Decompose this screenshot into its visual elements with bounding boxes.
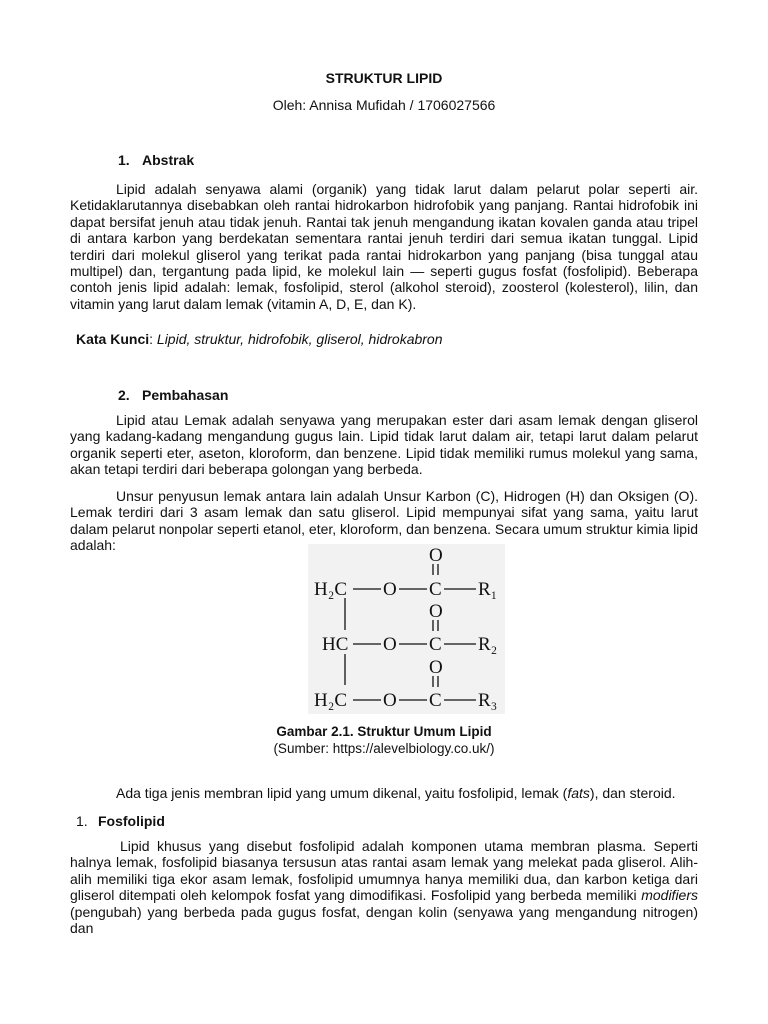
row-1-left-group: H₂C (314, 579, 348, 600)
subsection-heading-fosfolipid (76, 813, 165, 829)
section-number: 2. (118, 387, 130, 403)
subsection-number: 1. (76, 813, 88, 829)
types-intro: Ada tiga jenis membran lipid yang umum dikenal, yaitu fosfolipid, lemak (fats), dan steroid. (116, 785, 676, 801)
row-3-r-group: R₃ (478, 690, 498, 711)
section-number: 1. (118, 152, 130, 168)
row-1-ester-oxygen: O (383, 579, 397, 600)
row-2-carbon: C (429, 634, 442, 655)
document-author: Oleh: Annisa Mufidah / 1706027566 (272, 97, 496, 113)
pembahasan-paragraph-2: Unsur penyusun lemak antara lain adalah Unsur Karbon (C), Hidrogen (H) dan Oksigen (O). Lemak terdiri dari 3 asam lemak dan satu gliserol. Lipid mempunyai sifat yang sama, yaitu larut dalam pelarut nonpolar seperti etanol, eter, kloroform, dan benzena. Secara umum struktur kimia lipid adalah: (70, 488, 698, 554)
bond-lines (345, 564, 476, 700)
keywords: Kata Kunci: Lipid, struktur, hidrofobik, gliserol, hidrokabron (76, 331, 443, 347)
row-1-carbonyl-oxygen: O (429, 545, 443, 566)
row-2-left-group: HC (322, 634, 349, 655)
row-1-carbon: C (429, 579, 442, 600)
row-3-carbonyl-oxygen: O (429, 657, 443, 678)
fats-term: fats (567, 785, 590, 801)
row-2-ester-oxygen: O (383, 634, 397, 655)
row-1-r-group: R₁ (478, 579, 498, 600)
lipid-structure-diagram (308, 544, 505, 714)
lipid-structure-figure (308, 544, 505, 714)
row-3-carbon: C (429, 690, 442, 711)
row-3-left-group: H₂C (314, 690, 348, 711)
keywords-label: Kata Kunci (76, 331, 150, 347)
section-heading-pembahasan (118, 387, 228, 403)
fosfolipid-paragraph: Lipid khusus yang disebut fosfolipid adalah komponen utama membran plasma. Seperti halnya lemak, fosfolipid biasanya tersusun atas rantai asam lemak yang melekat pada gliserol. Alih-alih memiliki tiga ekor asam lemak, fosfolipid umumnya hanya memiliki dua, dan karbon ketiga dari gliserol ditempati oleh kelompok fosfat yang dimodifikasi. Fosfolipid yang berbeda memiliki modifiers (pengubah) yang berbeda pada gugus fosfat, dengan kolin (senyawa yang mengandung nitrogen) dan (70, 838, 698, 937)
row-3-ester-oxygen: O (383, 690, 397, 711)
row-2-carbonyl-oxygen: O (429, 601, 443, 622)
section-heading-abstract (118, 152, 194, 168)
modifiers-term: modifiers (641, 887, 698, 904)
subsection-title: Fosfolipid (98, 813, 165, 829)
abstract-paragraph: Lipid adalah senyawa alami (organik) yang tidak larut dalam pelarut polar seperti air. Ketidaklarutannya disebabkan oleh rantai hidrokarbon hidrofobik yang panjang. Rantai hidrofobik ini dapat bersifat jenuh atau tidak jenuh. Rantai tak jenuh mengandung ikatan kovalen ganda atau tripel di antara karbon yang berdekatan sementara rantai jenuh terdiri dari semua ikatan tunggal. Lipid terdiri dari molekul gliserol yang terikat pada rantai hidrokarbon yang panjang (bisa tunggal atau multipel) dan, tergantung pada lipid, ke molekul lain — seperti gugus fosfat (fosfolipid). Beberapa contoh jenis lipid adalah: lemak, fosfolipid, sterol (alkohol steroid), zoosterol (kolesterol), lilin, dan vitamin yang larut dalam lemak (vitamin A, D, E, dan K). (70, 181, 698, 312)
keywords-values: Lipid, struktur, hidrofobik, gliserol, hidrokabron (156, 331, 443, 347)
section-title: Abstrak (142, 152, 195, 168)
figure-source: (Sumber: https://alevelbiology.co.uk/) (273, 741, 495, 756)
section-title: Pembahasan (142, 387, 229, 403)
pembahasan-paragraph-1: Lipid atau Lemak adalah senyawa yang merupakan ester dari asam lemak dengan gliserol yang kadang-kadang mengandung gugus lain. Lipid tidak larut dalam air, tetapi larut dalam pelarut organik seperti eter, aseton, kloroform, dan benzene. Lipid tidak memiliki rumus molekul yang sama, akan tetapi terdiri dari beberapa golongan yang berbeda. (70, 412, 698, 478)
figure-caption: Gambar 2.1. Struktur Umum Lipid (276, 724, 492, 739)
document-title: STRUKTUR LIPID (325, 70, 443, 86)
row-2-r-group: R₂ (478, 634, 498, 655)
